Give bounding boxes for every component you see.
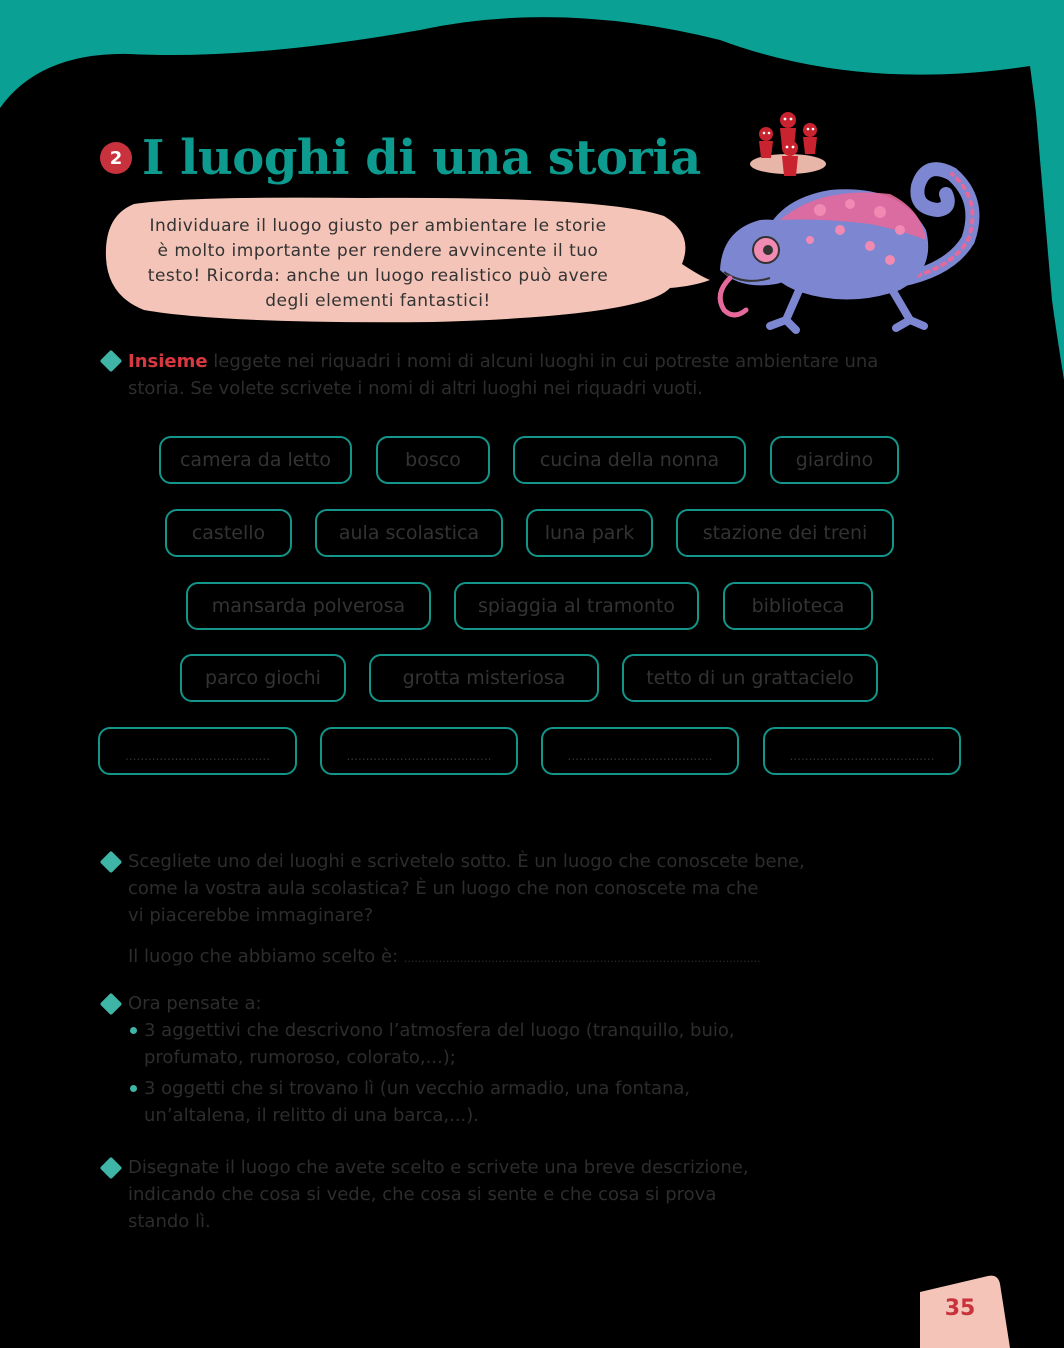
bullet-line: 3 aggettivi che descrivono l’atmosfera del luogo (tranquillo, buio, bbox=[144, 1020, 735, 1041]
place-chip: spiaggia al tramonto bbox=[454, 582, 699, 630]
instruction-3-bullet-1 bbox=[144, 1017, 904, 1071]
bullet-dot-icon bbox=[130, 1085, 137, 1092]
place-chip: aula scolastica bbox=[315, 509, 503, 557]
answer-line bbox=[128, 943, 848, 972]
place-chip: tetto di un grattacielo bbox=[622, 654, 878, 702]
page-number: 35 bbox=[944, 1296, 976, 1321]
place-chip: castello bbox=[165, 509, 292, 557]
place-chip: mansarda polverosa bbox=[186, 582, 431, 630]
instruction-4-line: Disegnate il luogo che avete scelto e scrivete una breve descrizione, bbox=[128, 1157, 749, 1178]
empty-place-box[interactable]: ...................................... bbox=[98, 727, 297, 775]
speech-line: è molto importante per rendere avvincente il tuo bbox=[157, 241, 599, 261]
speech-line: testo! Ricorda: anche un luogo realistico può avere bbox=[147, 266, 609, 286]
instruction-1-line-1-rest: leggete nei riquadri i nomi di alcuni luoghi in cui potreste ambientare una bbox=[207, 351, 879, 372]
place-chip: stazione dei treni bbox=[676, 509, 894, 557]
answer-label: Il luogo che abbiamo scelto è: bbox=[128, 946, 399, 967]
bullet-dot-icon bbox=[130, 1027, 137, 1034]
empty-place-box[interactable]: ...................................... bbox=[320, 727, 518, 775]
place-chip: giardino bbox=[770, 436, 899, 484]
place-chip: camera da letto bbox=[159, 436, 352, 484]
instruction-4-line: stando lì. bbox=[128, 1211, 211, 1232]
instruction-3-lead: Ora pensate a: bbox=[128, 993, 262, 1014]
instruction-1-highlight: Insieme bbox=[128, 351, 208, 372]
place-chip: parco giochi bbox=[180, 654, 346, 702]
speech-line: degli elementi fantastici! bbox=[265, 291, 491, 311]
speech-bubble-text bbox=[128, 214, 628, 314]
empty-place-box[interactable]: ...................................... bbox=[541, 727, 739, 775]
chameleon-illustration bbox=[700, 160, 990, 340]
section-number-badge: 2 bbox=[100, 142, 132, 174]
empty-place-box[interactable]: ...................................... bbox=[763, 727, 961, 775]
instruction-4 bbox=[128, 1154, 928, 1235]
instruction-3-bullet-2 bbox=[144, 1075, 904, 1129]
bullet-line: 3 oggetti che si trovano lì (un vecchio armadio, una fontana, bbox=[144, 1078, 691, 1099]
title-row bbox=[100, 128, 701, 188]
instruction-4-line: indicando che cosa si vede, che cosa si sente e che cosa si prova bbox=[128, 1184, 717, 1205]
answer-field[interactable]: ...................................................................................................... bbox=[403, 952, 761, 965]
place-chip: grotta misteriosa bbox=[369, 654, 599, 702]
bullet-line: un’altalena, il relitto di una barca,...). bbox=[144, 1105, 480, 1126]
place-chip: biblioteca bbox=[723, 582, 873, 630]
place-chip: bosco bbox=[376, 436, 490, 484]
place-chip: luna park bbox=[526, 509, 653, 557]
speech-line: Individuare il luogo giusto per ambientare le storie bbox=[149, 216, 607, 236]
bullet-line: profumato, rumoroso, colorato,...); bbox=[144, 1047, 456, 1068]
instruction-1-line-2: storia. Se volete scrivete i nomi di altri luoghi nei riquadri vuoti. bbox=[128, 378, 704, 399]
instruction-2 bbox=[128, 848, 928, 929]
instruction-2-line: vi piacerebbe immaginare? bbox=[128, 905, 374, 926]
instruction-2-line: Scegliete uno dei luoghi e scrivetelo sotto. È un luogo che conoscete bene, bbox=[128, 851, 805, 872]
instruction-2-line: come la vostra aula scolastica? È un luogo che non conoscete ma che bbox=[128, 878, 759, 899]
instruction-1-line-1 bbox=[128, 348, 948, 375]
instruction-1 bbox=[128, 348, 948, 402]
page-title: I luoghi di una storia bbox=[142, 130, 701, 186]
place-chip: cucina della nonna bbox=[513, 436, 746, 484]
